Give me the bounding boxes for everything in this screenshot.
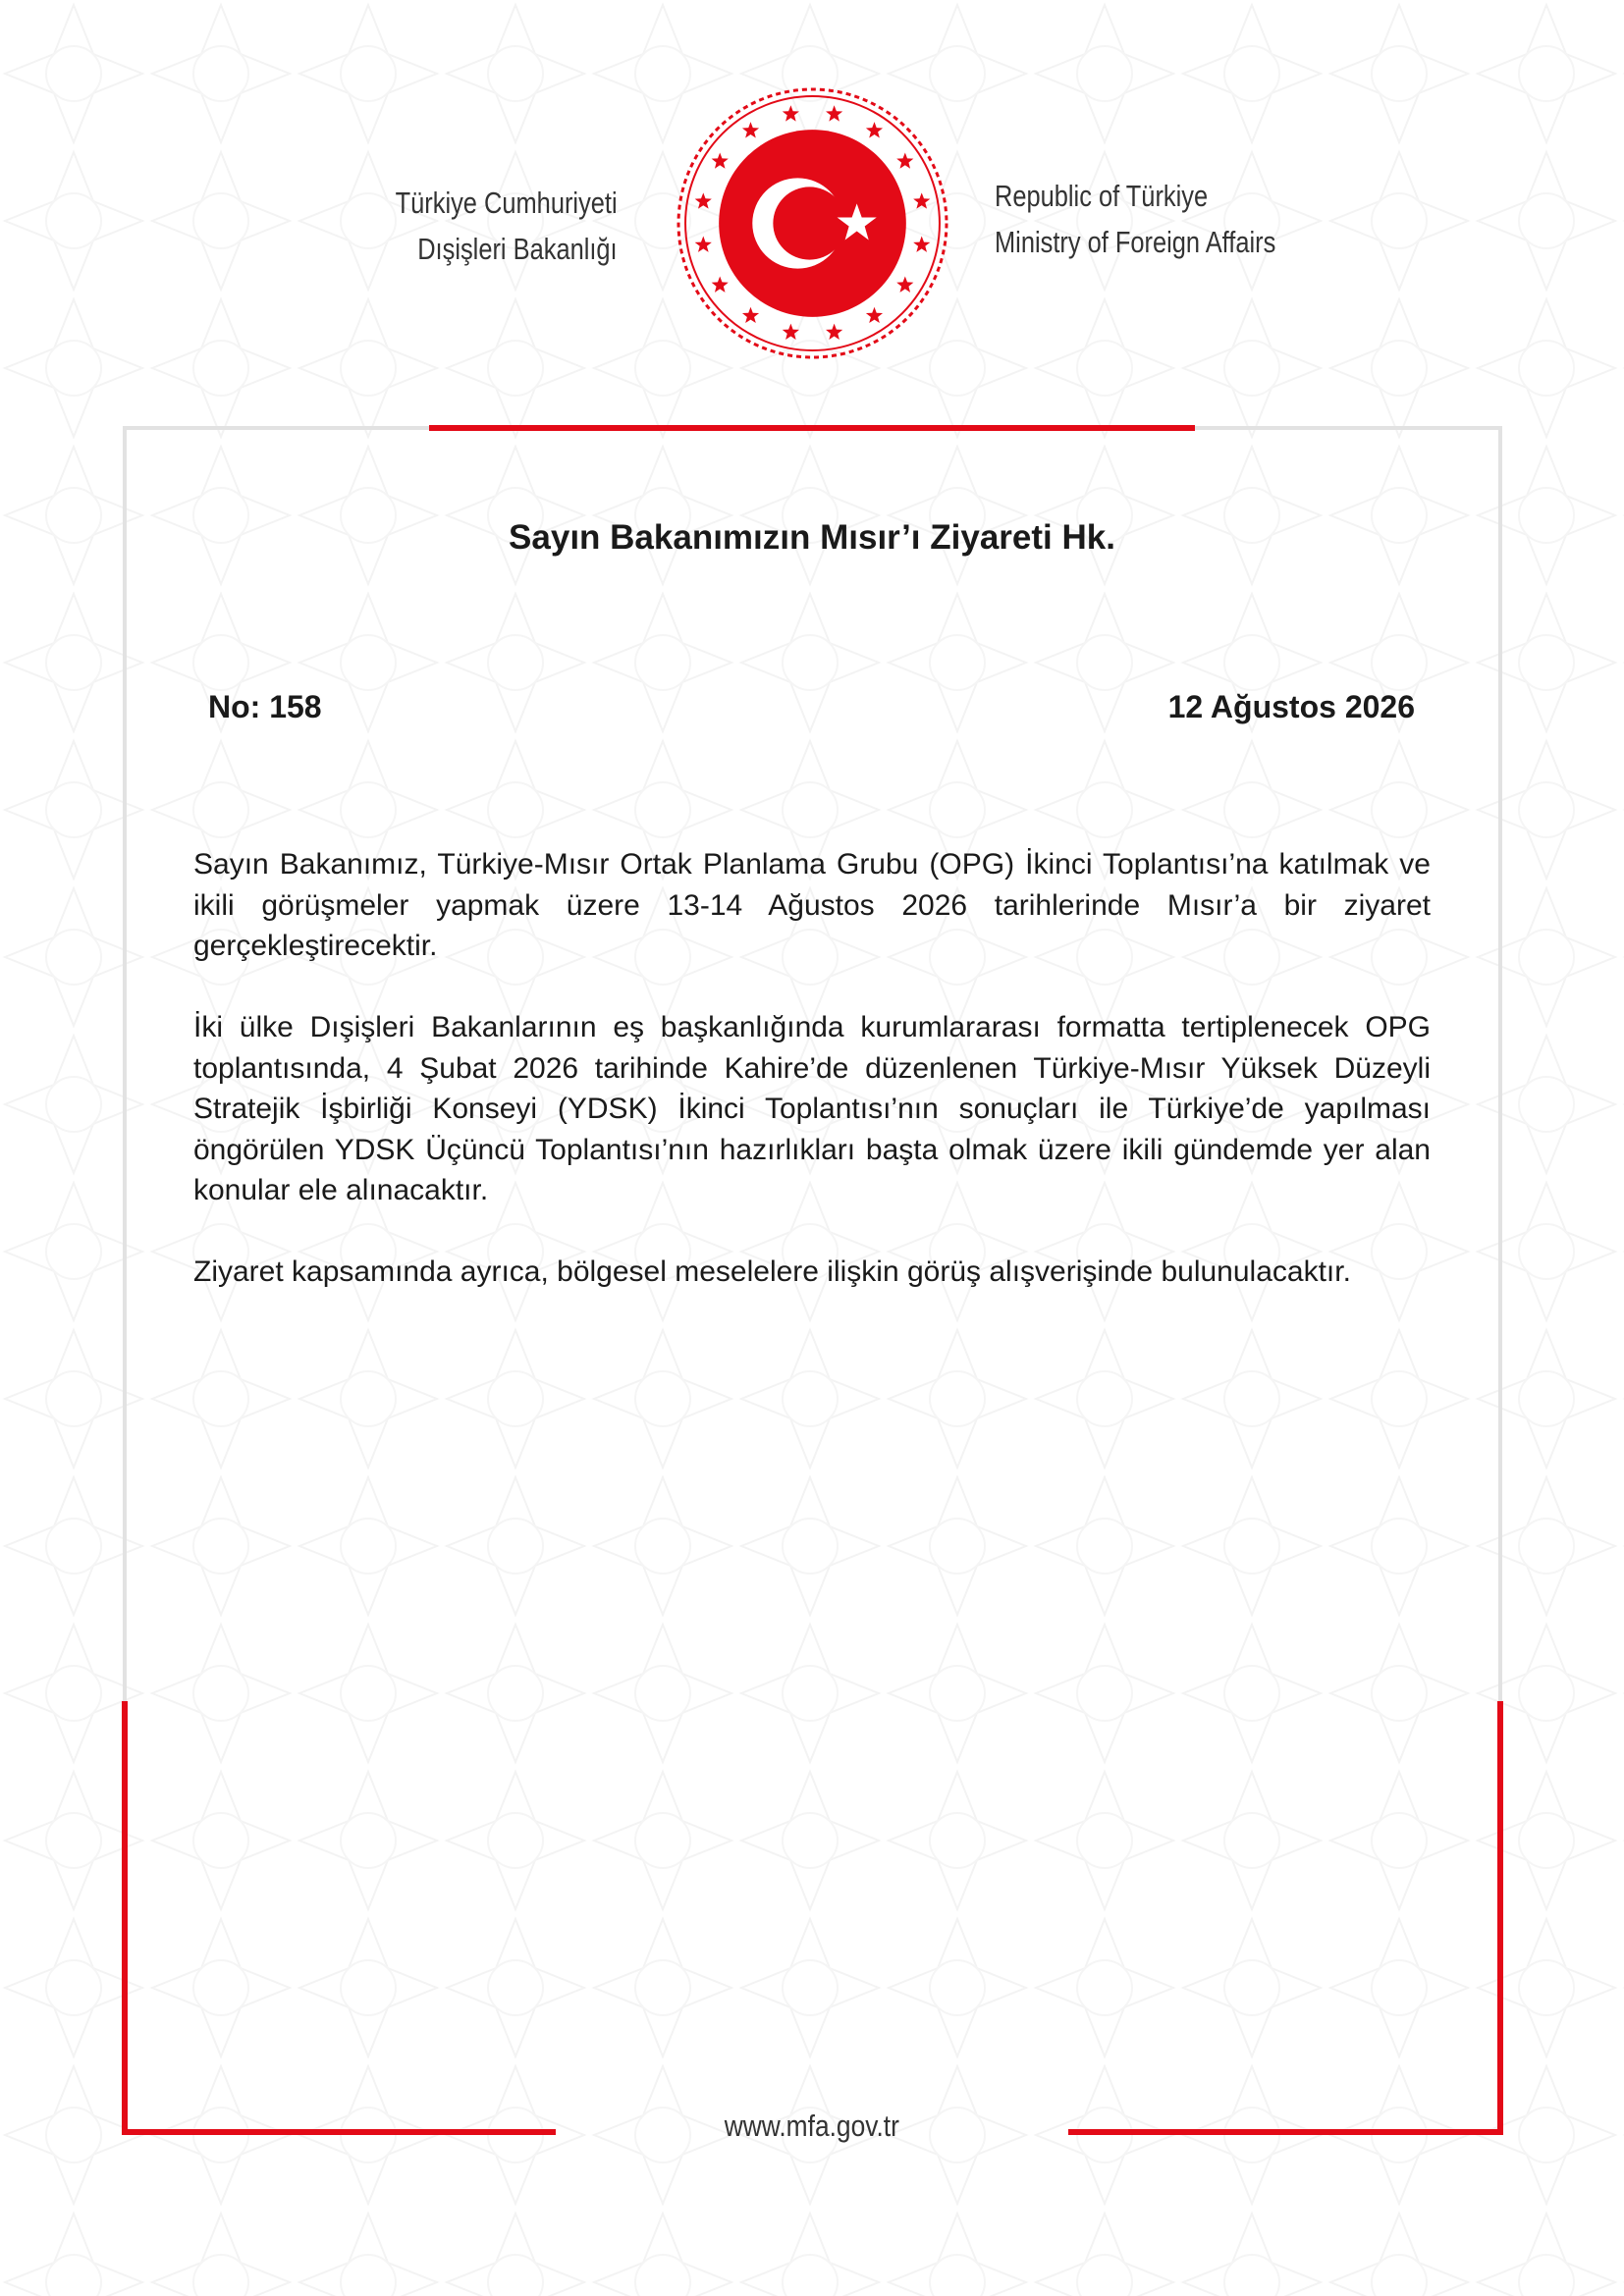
emblem-star-icon <box>866 122 883 137</box>
document-body <box>193 844 1431 1333</box>
bottom-right-red-corner <box>1068 1701 1500 2132</box>
emblem-star-icon <box>712 152 729 168</box>
emblem-star-icon <box>695 237 712 252</box>
emblem-star-icon <box>712 276 729 292</box>
header-tr-line1: Türkiye Cumhuriyeti <box>395 186 618 220</box>
emblem-star-icon <box>695 192 712 208</box>
emblem-star-icon <box>783 105 799 121</box>
header-tr-line2: Dışişleri Bakanlığı <box>417 232 618 266</box>
bottom-left-red-corner <box>125 1701 556 2132</box>
emblem-star-icon <box>826 324 842 340</box>
header-en-line1: Republic of Türkiye <box>995 179 1209 213</box>
header-english-name <box>995 173 1275 265</box>
paragraph: İki ülke Dışişleri Bakanlarının eş başkanlığında kurumlararası formatta tertiplenecek OPG toplantısında, 4 Şubat 2026 tarihinde Kahire’de düzenlenen Türkiye-Mısır Yüksek Düzeyli Stratejik İşbirliği Konseyi (YDSK) İkinci Toplantısı’nın sonuçları ile Türkiye’de yapılması öngörülen YDSK Üçüncü Toplantısı’nın hazırlıkları başta olmak üzere ikili gündemde yer alan konular ele alınacaktır. <box>193 1011 1431 1206</box>
emblem-star-icon <box>783 324 799 340</box>
paragraph: Sayın Bakanımız, Türkiye-Mısır Ortak Planlama Grubu (OPG) İkinci Toplantısı’na katılmak ve ikili görüşmeler yapmak üzere 13-14 Ağustos 2026 tarihlerinde Mısır’a bir ziyaret gerçekleştirecektir. <box>193 848 1431 962</box>
emblem-star-icon <box>742 307 759 323</box>
header-turkish-name <box>396 180 618 272</box>
document-number: No: 158 <box>208 689 322 724</box>
emblem-star-icon <box>742 122 759 137</box>
emblem-star-icon <box>913 192 930 208</box>
emblem-star-icon <box>826 105 842 121</box>
ministry-emblem-icon <box>675 85 950 361</box>
emblem-star-icon <box>896 152 913 168</box>
footer <box>0 2109 1624 2144</box>
document-date: 12 Ağustos 2026 <box>1167 689 1415 724</box>
footer-website-link[interactable]: www.mfa.gov.tr <box>724 2109 900 2143</box>
emblem-star-icon <box>866 307 883 323</box>
paragraph: Ziyaret kapsamında ayrıca, bölgesel meselelere ilişkin görüş alışverişinde bulunulacaktır. <box>193 1255 1351 1288</box>
emblem-star-icon <box>896 276 913 292</box>
emblem-star-icon <box>913 237 930 252</box>
document-title: Sayın Bakanımızın Mısır’ı Ziyareti Hk. <box>509 518 1115 557</box>
header-en-line2: Ministry of Foreign Affairs <box>995 225 1276 259</box>
